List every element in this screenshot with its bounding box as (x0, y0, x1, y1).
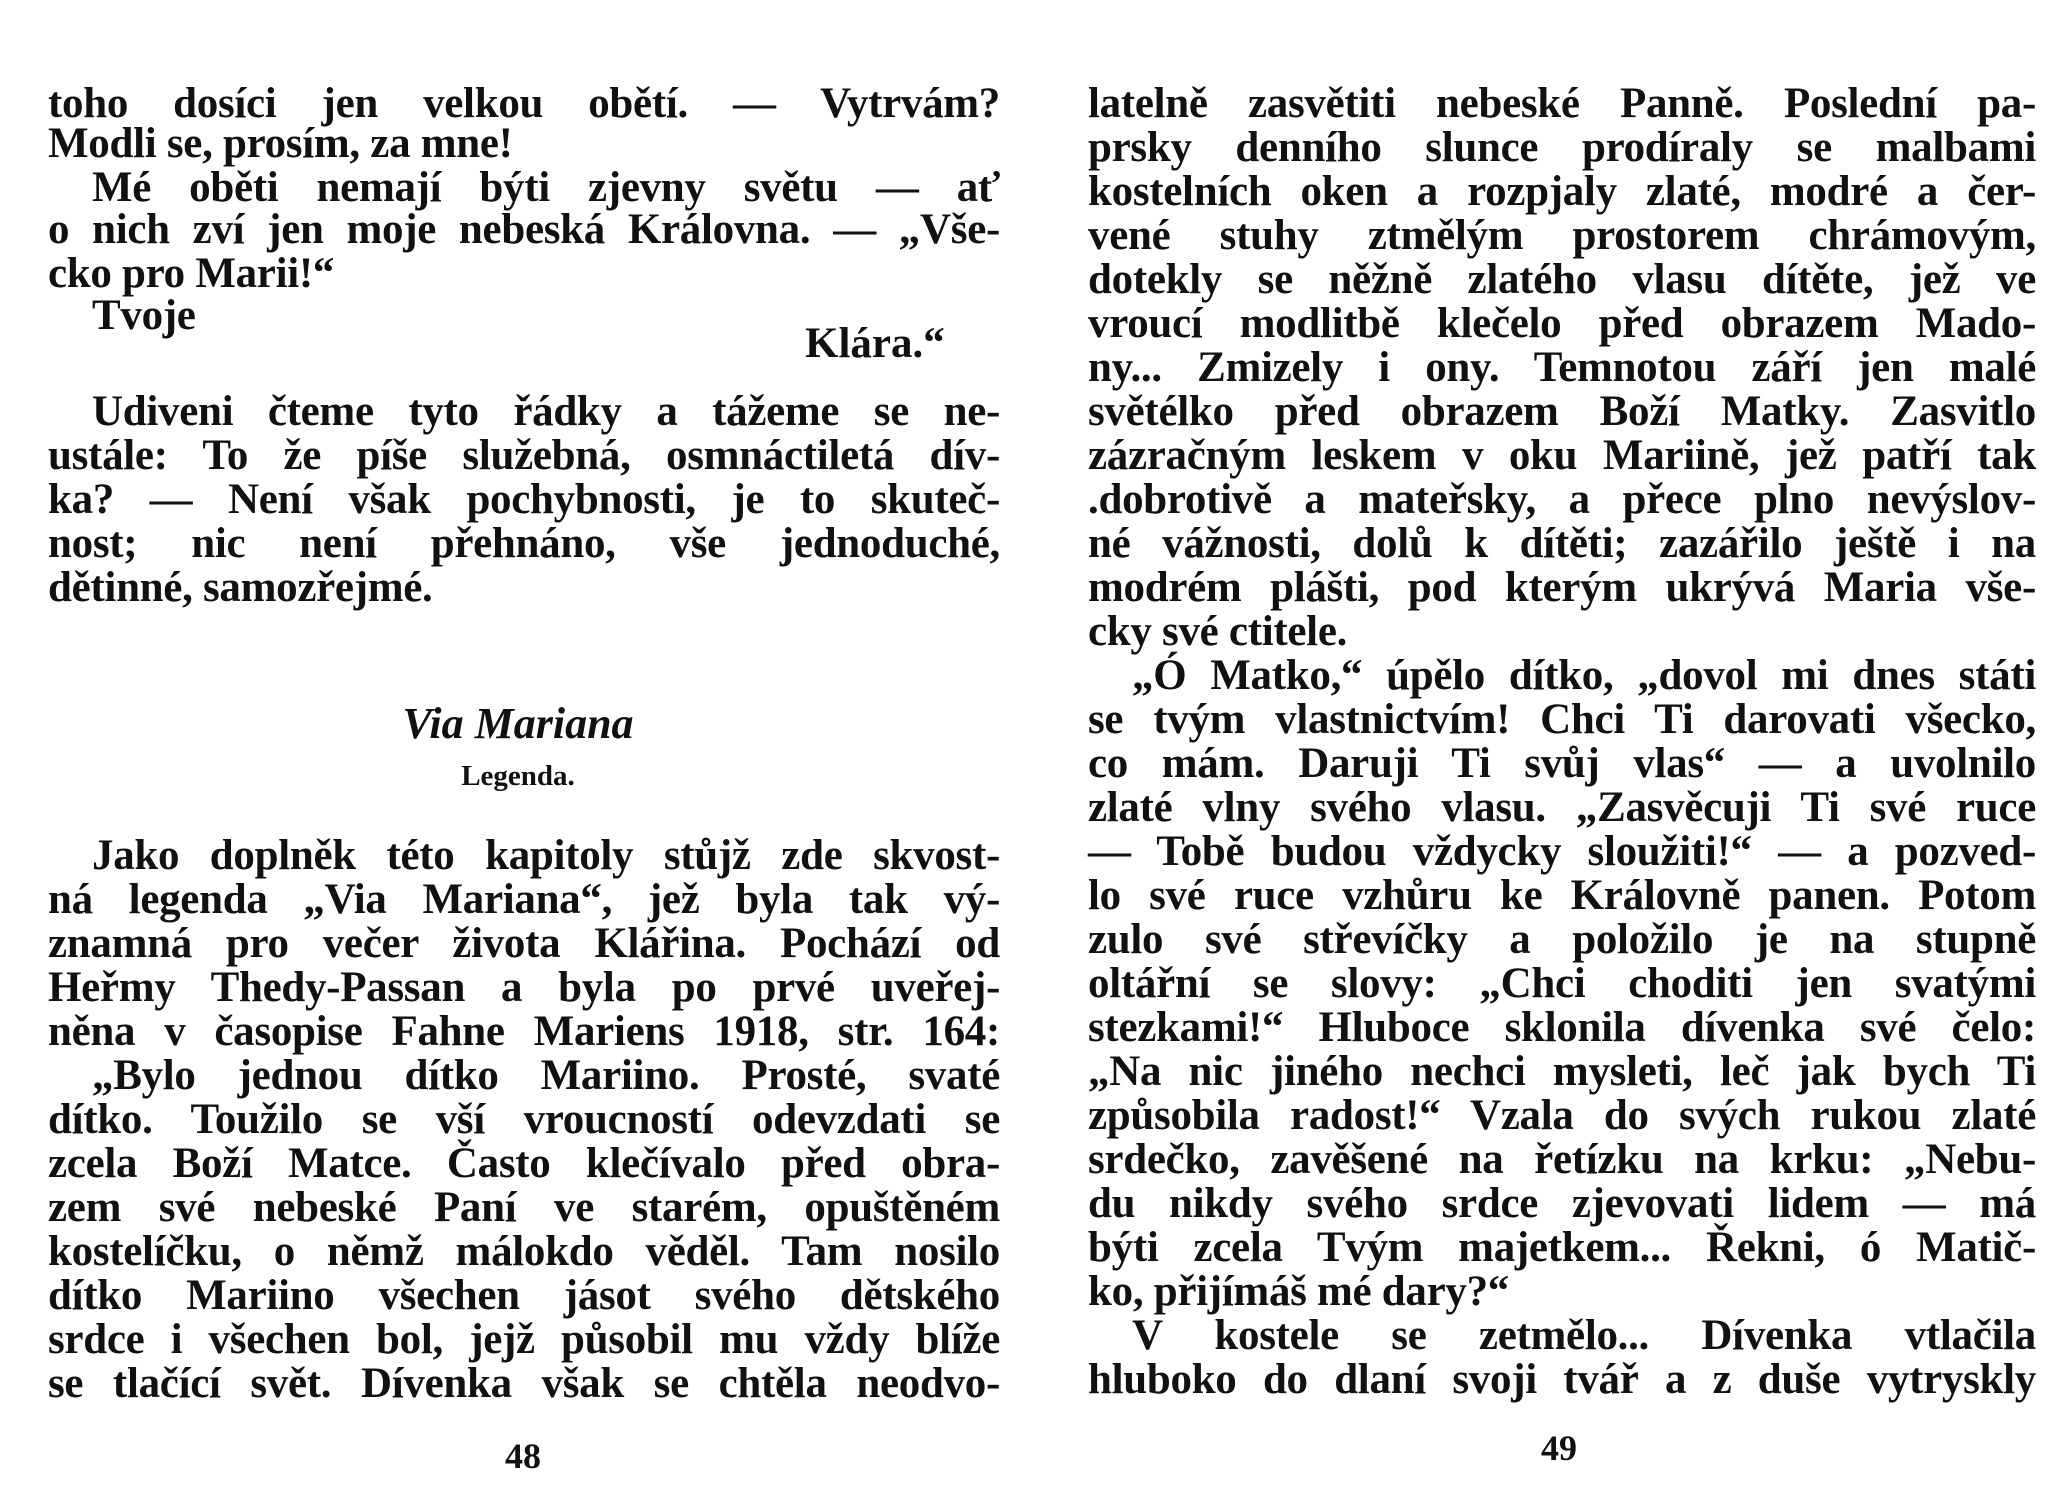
text-line: oltářní se slovy: „Chci choditi jen svatými (1088, 960, 2036, 1007)
text-line: Udiveni čteme tyto řádky a tážeme se ne- (92, 388, 1000, 435)
text-line: „Ó Matko,“ úpělo dítko, „dovol mi dnes státi (1132, 652, 2036, 699)
text-line: dítko. Toužilo se vší vroucností odevzdati se (48, 1096, 1000, 1143)
section-subtitle: Legenda. (461, 760, 575, 792)
text-line: zázračným leskem v oku Mariině, jež patří tak (1088, 432, 2036, 479)
text-line: Tvoje (92, 292, 196, 339)
text-line: V kostele se zetmělo... Dívenka vtlačila (1132, 1312, 2036, 1359)
text-line: nost; nic není přehnáno, vše jednoduché, (48, 520, 1000, 567)
text-line: kostelíčku, o němž málokdo věděl. Tam nosilo (48, 1228, 1000, 1275)
text-line: Mé oběti nemají býti zjevny světu — ať (92, 164, 1000, 211)
text-line: cky své ctitele. (1088, 608, 1348, 655)
text-line: zem své nebeské Paní ve starém, opuštěném (48, 1184, 1000, 1231)
text-line: ka? — Není však pochybnosti, je to skuteč- (48, 476, 1000, 523)
text-line: co mám. Daruji Ti svůj vlas“ — a uvolnilo (1088, 740, 2036, 787)
text-line: vené stuhy ztmělým prostorem chrámovým, (1088, 212, 2036, 259)
text-line: dotekly se něžně zlatého vlasu dítěte, jež ve (1088, 256, 2036, 303)
text-line: se tlačící svět. Dívenka však se chtěla neodvo- (48, 1360, 1000, 1407)
text-line: dětinné, samozřejmé. (48, 564, 433, 611)
text-line: srdce i všechen bol, jejž působil mu vždy blíže (48, 1316, 1000, 1363)
text-line: stezkami!“ Hluboce sklonila dívenka své čelo: (1088, 1004, 2036, 1051)
letter-signature: Klára.“ (805, 320, 945, 367)
text-line: o nich zví jen moje nebeská Královna. — „Vše- (48, 206, 1000, 253)
text-line: toho dosíci jen velkou obětí. — Vytrvám? (48, 80, 1000, 127)
text-line: lo své ruce vzhůru ke Královně panen. Potom (1088, 872, 2036, 919)
text-line: ná legenda „Via Mariana“, jež byla tak vý- (48, 876, 1000, 923)
text-line: býti zcela Tvým majetkem... Řekni, ó Matič- (1088, 1224, 2036, 1271)
text-line: hluboko do dlaní svoji tvář a z duše vytryskly (1088, 1356, 2036, 1403)
section-title: Via Mariana (402, 699, 634, 748)
text-line: zcela Boží Matce. Často klečívalo před obra- (48, 1140, 1000, 1187)
text-line: ustále: To že píše služebná, osmnáctiletá dív- (48, 432, 1000, 479)
text-line: zlaté vlny svého vlasu. „Zasvěcuji Ti své ruce (1088, 784, 2036, 831)
text-line: ny... Zmizely i ony. Temnotou září jen malé (1088, 344, 2036, 391)
text-line: „Na nic jiného nechci mysleti, leč jak bych Ti (1088, 1048, 2036, 1095)
text-line: Modli se, prosím, za mne! (48, 120, 513, 167)
text-line: znamná pro večer života Klářina. Pochází od (48, 920, 1000, 967)
text-line: vroucí modlitbě klečelo před obrazem Mado- (1088, 300, 2036, 347)
text-line: „Bylo jednou dítko Mariino. Prosté, svaté (92, 1052, 1000, 1099)
text-line: kostelních oken a rozpjaly zlaté, modré a čer- (1088, 168, 2036, 215)
text-line: způsobila radost!“ Vzala do svých rukou zlaté (1088, 1092, 2036, 1139)
text-line: du nikdy svého srdce zjevovati lidem — má (1088, 1180, 2036, 1227)
text-line: zulo své střevíčky a položilo je na stupně (1088, 916, 2036, 963)
page-number: 49 (1541, 1428, 1577, 1468)
text-line: né vážnosti, dolů k dítěti; zazářilo ještě i na (1088, 520, 2036, 567)
text-line: prsky denního slunce prodíraly se malbami (1088, 124, 2036, 171)
text-line: světélko před obrazem Boží Matky. Zasvitlo (1088, 388, 2036, 435)
text-line: ko, přijímáš mé dary?“ (1088, 1268, 1509, 1315)
page-number: 48 (505, 1436, 541, 1476)
text-line: Heřmy Thedy-Passan a byla po prvé uveřej- (48, 964, 1000, 1011)
right-page (1036, 0, 2072, 1500)
text-line: .dobrotivě a mateřsky, a přece plno nevýslov- (1088, 476, 2036, 523)
text-line: dítko Mariino všechen jásot svého dětského (48, 1272, 1000, 1319)
text-line: srdečko, zavěšené na řetízku na krku: „Nebu- (1088, 1136, 2036, 1183)
text-line: modrém plášti, pod kterým ukrývá Maria vše- (1088, 564, 2036, 611)
text-line: latelně zasvětiti nebeské Panně. Poslední pa- (1088, 80, 2036, 127)
text-line: něna v časopise Fahne Mariens 1918, str. 164: (48, 1008, 1000, 1055)
text-line: — Tobě budou vždycky sloužiti!“ — a pozved- (1088, 828, 2036, 875)
text-line: se tvým vlastnictvím! Chci Ti darovati všecko, (1088, 696, 2036, 743)
text-line: cko pro Marii!“ (48, 250, 335, 297)
text-line: Jako doplněk této kapitoly stůjž zde skvost- (92, 832, 1000, 879)
